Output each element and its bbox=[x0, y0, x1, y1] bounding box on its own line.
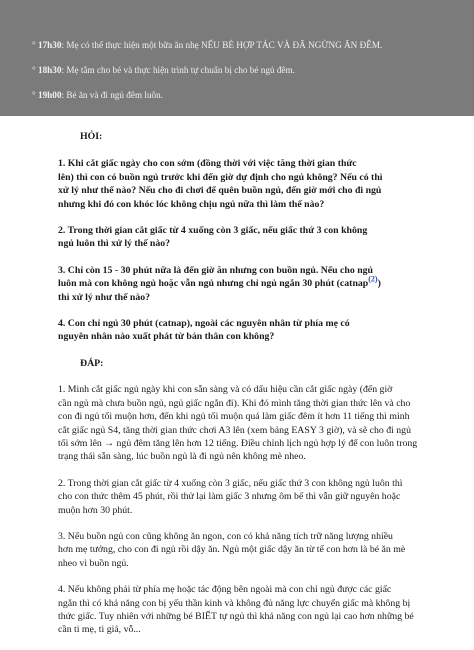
answer-line: cắt giấc ngủ S4, tăng thời gian thức chơi A3 lên (xem bảng EASY 3 giờ), và sẽ cho đi ngủ bbox=[58, 424, 411, 436]
answer-line: tối sớm lên → ngủ đêm tăng lên hơn 12 tiếng. Điều chỉnh lịch ngủ hợp lý để con luôn trong bbox=[58, 437, 418, 449]
question-text: ) bbox=[377, 278, 381, 290]
question-line: ngủ luôn thì xử lý thế nào? bbox=[58, 238, 171, 250]
question-1 bbox=[58, 157, 420, 211]
schedule-item bbox=[32, 40, 474, 51]
answer-4 bbox=[58, 583, 420, 637]
answer-line: trạng thái sẵn sàng, lúc buồn ngủ là đi ngủ nên không mè nheo. bbox=[58, 451, 306, 463]
schedule-box bbox=[0, 0, 474, 116]
question-line: xử lý như thế nào? Nếu cho đi chơi để quên buồn ngủ, đến giờ mới cho đi ngủ bbox=[58, 185, 382, 197]
bullet-icon: ° bbox=[32, 65, 36, 75]
question-line: 2. Trong thời gian cắt giấc từ 4 xuống còn 3 giấc, nếu giấc thứ 3 con không bbox=[58, 225, 368, 237]
question-text: luôn mà con không ngủ hoặc vẫn ngủ nhưng chỉ ngủ ngắn 30 phút (catnap bbox=[58, 278, 369, 290]
answer-line: hơn mẹ tưởng, cho con đi ngủ rồi dậy ăn. Ngủ một giấc dậy ăn từ tế con hơn là bé ăn mè bbox=[58, 544, 406, 556]
schedule-item bbox=[32, 65, 474, 76]
question-line: nguyên nhân nào xuất phát từ bản thân con không? bbox=[58, 331, 275, 343]
schedule-item bbox=[32, 90, 474, 101]
answer-1 bbox=[58, 383, 420, 463]
question-line: 3. Chỉ còn 15 - 30 phút nữa là đến giờ ăn nhưng con buồn ngủ. Nếu cho ngủ bbox=[58, 264, 373, 276]
answer-line: cho con thức thêm 45 phút, rồi thử lại làm giấc 3 nhưng ôm bế thì vẫn giữ nguyên hoặc bbox=[58, 491, 401, 503]
answer-line: 2. Trong thời gian cắt giấc từ 4 xuống còn 3 giấc, nếu giấc thứ 3 con không ngủ luôn thì bbox=[58, 477, 403, 489]
question-4 bbox=[58, 317, 420, 344]
question-3 bbox=[58, 264, 420, 304]
schedule-text: : Bé ăn và đi ngủ đêm luôn. bbox=[61, 90, 164, 100]
question-line: thì xử lý như thế nào? bbox=[58, 291, 151, 303]
question-line bbox=[58, 274, 420, 290]
answer-line: muộn hơn 30 phút. bbox=[58, 504, 133, 516]
answer-line: cần ti mẹ, ti giả, vỗ... bbox=[58, 624, 141, 636]
schedule-time: 17h30 bbox=[37, 40, 62, 50]
answer-2 bbox=[58, 477, 420, 517]
answer-line: 4. Nếu không phải từ phía mẹ hoặc tác động bên ngoài mà con chỉ ngủ được các giấc bbox=[58, 584, 392, 596]
qa-content bbox=[58, 130, 420, 650]
answers-heading: ĐÁP: bbox=[80, 357, 104, 369]
answer-3 bbox=[58, 530, 420, 570]
question-line: 4. Con chỉ ngủ 30 phút (catnap), ngoài các nguyên nhân từ phía mẹ có bbox=[58, 318, 350, 330]
schedule-time: 19h00 bbox=[37, 90, 62, 100]
question-2 bbox=[58, 224, 420, 251]
answer-line: ngắn thì có khả năng con bị yếu thần kinh và không đủ năng lực chuyển giấc mà không bị bbox=[58, 597, 411, 609]
question-line: 1. Khi cắt giấc ngày cho con sớm (đồng thời với việc tăng thời gian thức bbox=[58, 158, 357, 170]
answer-line: con đi ngủ tối muộn hơn, đến khi ngủ tối muộn quá làm giấc đêm ít hơn 11 tiếng thì mình bbox=[58, 411, 410, 423]
footnote-link[interactable]: (2) bbox=[368, 274, 378, 284]
question-line: nhưng khi đó con khóc lóc không chịu ngủ nữa thì làm thế nào? bbox=[58, 198, 325, 210]
answer-line: 1. Minh cắt giấc ngủ ngày khi con sẵn sàng và có dấu hiệu cần cắt giấc ngày (đến giờ bbox=[58, 384, 393, 396]
questions-heading: HỎI: bbox=[80, 131, 103, 142]
schedule-time: 18h30 bbox=[37, 65, 62, 75]
answer-line: 3. Nếu buồn ngủ con cũng không ăn ngon, con có khả năng tích trữ năng lượng nhiều bbox=[58, 530, 393, 542]
answer-line: thức giấc. Tuy nhiên với những bé BIẾT tự ngủ thì khả năng con ngủ lại cao hơn những bé bbox=[58, 610, 414, 622]
answer-line: nheo vì buồn ngủ. bbox=[58, 557, 129, 569]
question-line: lên) thì con có buồn ngủ trước khi đến giờ dự định cho ngủ không? Nếu có thì bbox=[58, 171, 383, 183]
schedule-text: : Mẹ tắm cho bé và thực hiện trình tự chuẩn bị cho bé ngủ đêm. bbox=[61, 65, 295, 75]
answer-line: cần ngủ mà chưa buồn ngủ, ngủ giấc ngắn đi). Khi đó mình tăng thời gian thức lên và cho bbox=[58, 397, 411, 409]
bullet-icon: ° bbox=[32, 90, 36, 100]
schedule-text: : Mẹ có thể thực hiện một bữa ăn nhẹ NẾU BÉ HỢP TÁC VÀ ĐÃ NGỪNG ĂN ĐÊM. bbox=[61, 40, 383, 50]
bullet-icon: ° bbox=[32, 40, 36, 50]
